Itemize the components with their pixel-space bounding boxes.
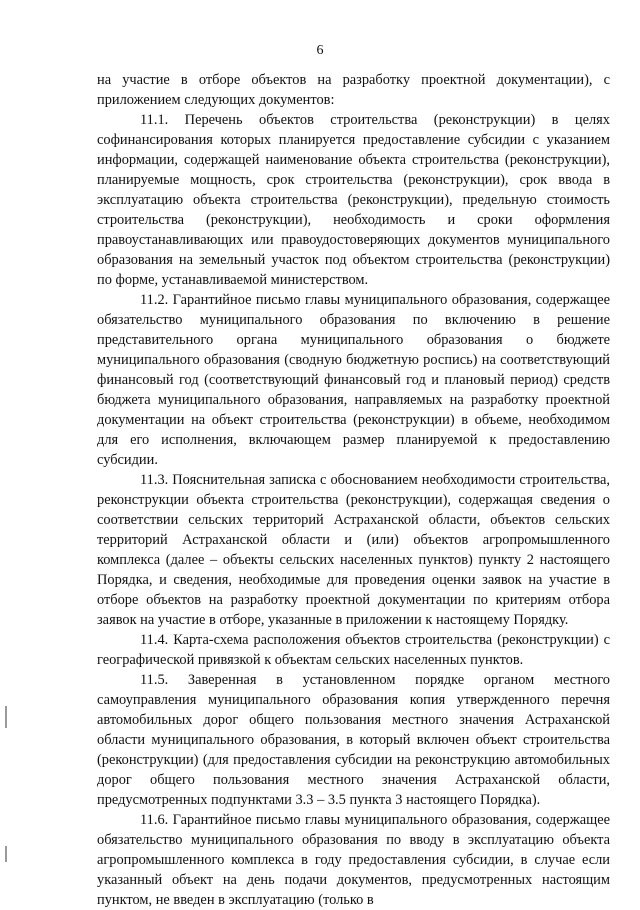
- document-body: [97, 70, 610, 910]
- paragraph-11-2: 11.2. Гарантийное письмо главы муниципального образования, содержащее обязательство муниципального образования по включению в решение представительного органа муниципального образования о бюджете муниципального образования (сводную бюджетную роспись) на соответствующий финансовый год (соответствующий финансовый год и плановый период) средств бюджета муниципального образования, направляемых на разработку проектной документации на объект строительства (реконструкции) в объеме, необходимом для его исполнения, включающем размер планируемой к предоставлению субсидии.: [97, 292, 610, 468]
- paragraph-continuation: на участие в отборе объектов на разработку проектной документации), с приложением следующих документов:: [97, 72, 610, 108]
- paragraph-11-6: 11.6. Гарантийное письмо главы муниципального образования, содержащее обязательство муниципального образования по вводу в эксплуатацию объекта агропромышленного комплекса в году предоставления субсидии, в случае если указанный объект на день подачи документов, предусмотренных настоящим пунктом, не введен в эксплуатацию (только в: [97, 812, 610, 908]
- scan-edge-mark: [5, 706, 7, 728]
- paragraph-11-1: 11.1. Перечень объектов строительства (реконструкции) в целях софинансирования которых планируется предоставление субсидии с указанием информации, содержащей наименование объекта строительства (реконструкции), планируемые мощность, срок строительства (реконструкции), срок ввода в эксплуатацию объекта строительства (реконструкции), предельную стоимость строительства (реконструкции), необходимость и сроки оформления правоустанавливающих или правоудостоверяющих документов муниципального образования на земельный участок под объектом строительства (реконструкции) по форме, устанавливаемой министерством.: [97, 112, 610, 288]
- paragraph-11-3: 11.3. Пояснительная записка с обоснованием необходимости строительства, реконструкции объекта строительства (реконструкции), содержащая сведения о соответствии сельских территорий Астраханской области, объектов сельских территорий Астраханской области и (или) объектов агропромышленного комплекса (далее – объекты сельских населенных пунктов) пункту 2 настоящего Порядка, и сведения, необходимые для проведения оценки заявок на участие в отборе объектов на разработку проектной документации по критериям отбора заявок на участие в отборе, указанные в приложении к настоящему Порядку.: [97, 472, 610, 628]
- paragraph-11-5: 11.5. Заверенная в установленном порядке органом местного самоуправления муниципального образования копия утвержденного перечня автомобильных дорог общего пользования местного значения Астраханской области муниципального образования, в который включен объект строительства (реконструкции) (для предоставления субсидии на реконструкцию автомобильных дорог общего пользования местного значения Астраханской области, предусмотренных подпунктами 3.3 – 3.5 пункта 3 настоящего Порядка).: [97, 672, 610, 808]
- paragraph-11-4: 11.4. Карта-схема расположения объектов строительства (реконструкции) с географической привязкой к объектам сельских населенных пунктов.: [97, 632, 610, 668]
- scan-edge-mark: [5, 846, 7, 862]
- page-number: 6: [316, 43, 324, 58]
